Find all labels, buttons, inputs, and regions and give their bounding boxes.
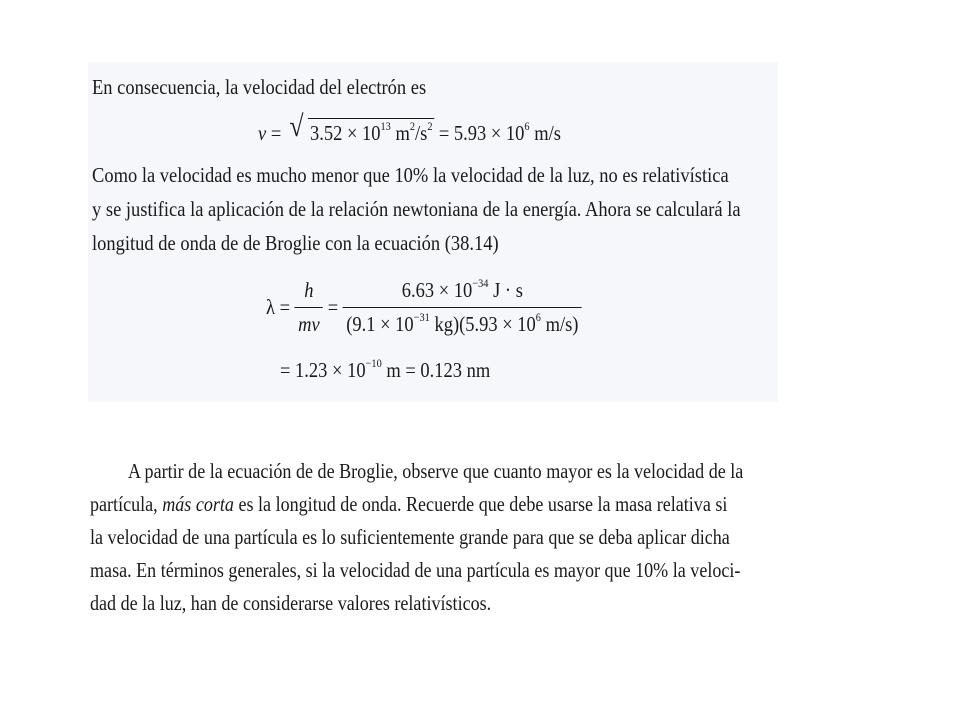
eq1-rhs: = 5.93 × 10 (434, 121, 525, 145)
emphasis-text: más corta (162, 492, 234, 516)
bottom-line-5: dad de la luz, han de considerarse valores relativísticos. (90, 591, 492, 615)
eq1-rhs-unit: m/s (529, 121, 561, 145)
intro-text: En consecuencia, la velocidad del electrón es (92, 75, 427, 99)
frac1-denominator: mv (295, 307, 323, 337)
square-root (289, 110, 434, 146)
bottom-line-3: la velocidad de una partícula es lo suficientemente grande para que se deba aplicar dicha (90, 525, 730, 549)
paragraph-line-2: y se justifica la aplicación de la relación newtoniana de la energía. Ahora se calculará la (92, 197, 741, 221)
eq2-equals-2: = (327, 295, 339, 319)
radical-sign-icon: √ (289, 110, 304, 143)
frac2-numerator: $6.63 \times 10^{-34}$ J · s (401, 276, 523, 302)
radicand: $3.52 \times 10^{13}$ $m^2/s^2$ (309, 119, 433, 145)
eq1-equals: = (270, 121, 282, 145)
paragraph-line-1: Como la velocidad es mucho menor que 10% la velocidad de la luz, no es relativística (92, 163, 729, 187)
bottom-line-2: partícula, más corta es la longitud de onda. Recuerde que debe usarse la masa relativa si (90, 492, 728, 516)
eq1-rhs-exp: 6 (524, 119, 530, 133)
frac1-numerator: h (304, 278, 314, 302)
h-over-mv-fraction (295, 278, 323, 337)
velocity-equation (258, 110, 561, 146)
eq1-lhs: v (258, 121, 267, 145)
numeric-fraction (343, 278, 582, 337)
bottom-line-4: masa. En términos generales, si la velocidad de una partícula es mayor que 10% la veloci- (90, 558, 741, 582)
lambda-symbol: λ (266, 295, 275, 319)
bottom-line-1: A partir de la ecuación de de Broglie, observe que cuanto mayor es la velocidad de la (128, 459, 744, 483)
de-broglie-equation (266, 278, 582, 337)
paragraph-line-3: longitud de onda de de Broglie con la ecuación (38.14) (92, 231, 499, 255)
wavelength-result: = $1.23 \times 10^{-10}$ m = 0.123 nm (280, 356, 491, 382)
eq2-equals-1: = (279, 295, 291, 319)
frac2-denominator: ($9.1 \times 10^{-31}$ $kg)(5.93 \times 10^6$ m/s) (343, 307, 582, 337)
